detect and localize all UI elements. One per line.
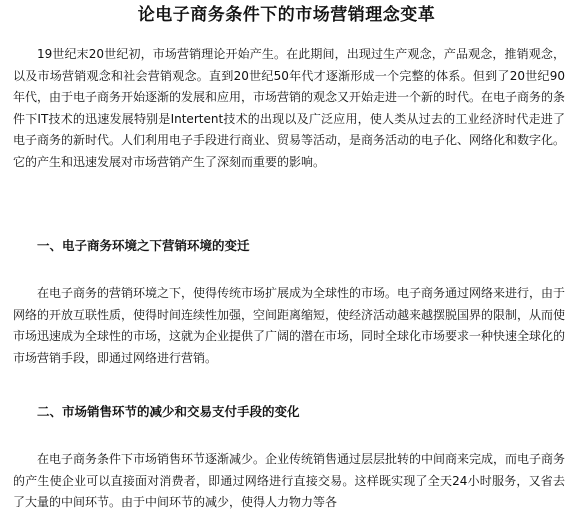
document-title: 论电子商务条件下的市场营销理念变革 bbox=[137, 5, 436, 25]
intro-paragraph: 19世纪末20世纪初，市场营销理论开始产生。在此期间，出现过生产观念，产品观念，推销观念，以及市场营销观念和社会营销观念。直到20世纪50年代才逐渐形成一个完整的体系。但到了20世纪90年代，由于电子商务开始逐渐的发展和应用，市场营销的观念又开始走进一个新的时代。在电子商务的条件下IT技术的迅速发展特别是Intertent技术的出现以及广泛应用，使人类从过去的工业经济时代走进了电子商务的新时代。人们利用电子手段进行商业、贸易等活动，是商务活动的电子化、网络化和数字化。它的产生和迅速发展对市场营销产生了深刻而重要的影响。 bbox=[13, 47, 566, 169]
section-heading-1: 一、电子商务环境之下营销环境的变迁 bbox=[37, 238, 250, 253]
section-paragraph-2: 在电子商务条件下市场销售环节逐渐减少。企业传统销售通过层层批转的中间商来完成，而电子商务的产生使企业可以直接面对消费者，即通过网络进行直接交易。这样既实现了全天24小时服务，又省去了大量的中间环节。由于中间环节的减少，使得人力物力等各 bbox=[13, 452, 566, 509]
section-heading-2: 二、市场销售环节的减少和交易支付手段的变化 bbox=[37, 404, 300, 419]
section-paragraph-1: 在电子商务的营销环境之下，使得传统市场扩展成为全球性的市场。电子商务通过网络来进行，由于网络的开放互联性质，使得时间连续性加强，空间距离缩短，使经济活动越来越摆脱国界的限制，从而使市场迅速成为全球性的市场，这就为企业提供了广阔的潜在市场，同时全球化市场要求一种快速全球化的市场营销手段，即通过网络进行营销。 bbox=[13, 286, 566, 365]
